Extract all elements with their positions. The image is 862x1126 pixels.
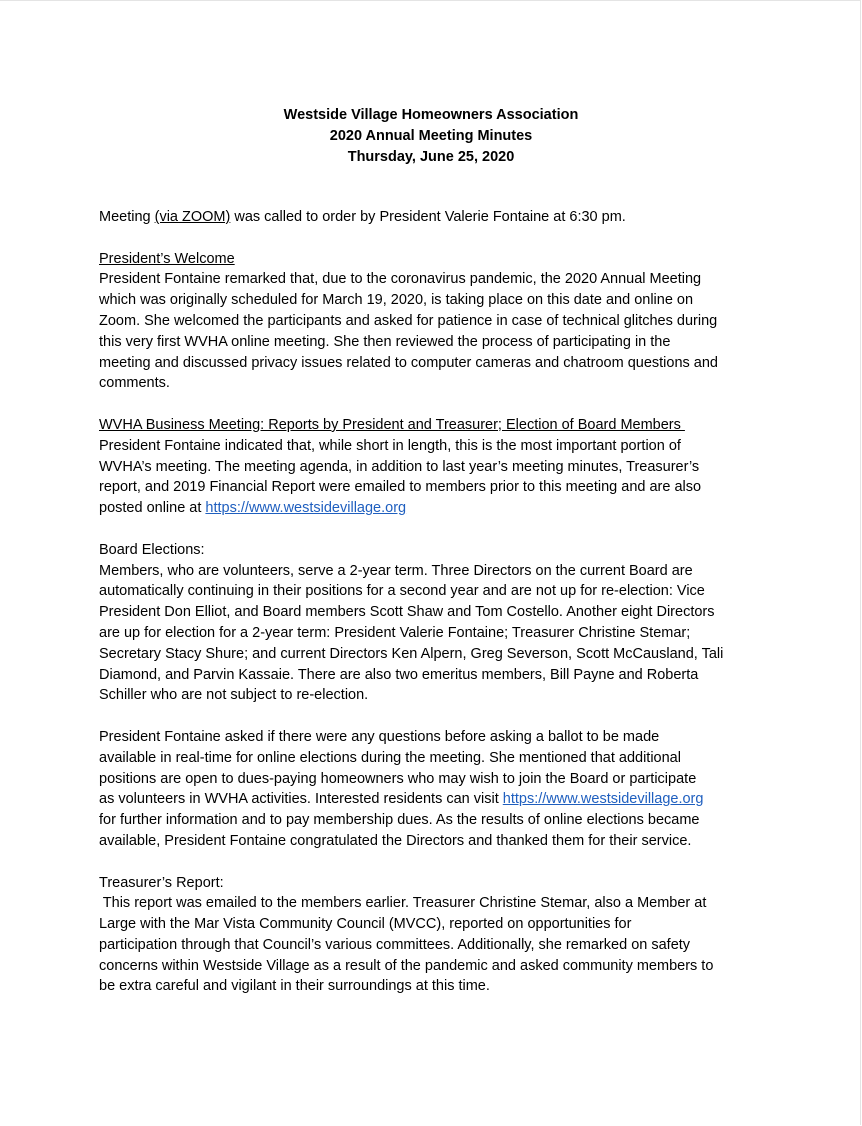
document-title: 2020 Annual Meeting Minutes xyxy=(329,128,533,144)
treasurer-line: participation through that Council’s various committees. Additionally, she remarked on safety xyxy=(99,936,691,953)
treasurer-line: This report was emailed to the members earlier. Treasurer Christine Stemar, also a Member at xyxy=(99,895,707,912)
meeting-date: Thursday, June 25, 2020 xyxy=(347,149,515,165)
business-line-text: posted online at xyxy=(99,500,206,517)
treasurer-line: concerns within Westside Village as a result of the pandemic and asked community members to xyxy=(99,957,714,974)
ballot-line: for further information and to pay membership dues. As the results of online elections became xyxy=(99,812,700,829)
ballot-line: available in real-time for online elections during the meeting. She mentioned that additional xyxy=(99,749,681,766)
business-line xyxy=(99,498,771,519)
business-line: President Fontaine indicated that, while short in length, this is the most important portion of xyxy=(99,437,681,454)
ballot-line: positions are open to dues-paying homeowners who may wish to join the Board or participate xyxy=(99,770,697,787)
welcome-section xyxy=(99,249,771,395)
document-body xyxy=(99,207,771,1018)
welcome-line: comments. xyxy=(99,375,170,392)
welcome-line: which was originally scheduled for March 19, 2020, is taking place on this date and online on xyxy=(99,292,694,309)
elections-heading: Board Elections: xyxy=(99,541,205,558)
elections-line: Secretary Stacy Shure; and current Directors Ken Alpern, Greg Severson, Scott McCausland, Tali xyxy=(99,645,724,662)
elections-line: automatically continuing in their positions for a second year and are not up for re-election: Vice xyxy=(99,583,705,600)
ballot-line xyxy=(99,789,771,810)
treasurer-section xyxy=(99,873,771,998)
treasurer-heading: Treasurer’s Report: xyxy=(99,874,224,891)
treasurer-line: be extra careful and vigilant in their surroundings at this time. xyxy=(99,978,490,995)
opening-paragraph xyxy=(99,207,771,228)
business-line: WVHA’s meeting. The meeting agenda, in addition to last year’s meeting minutes, Treasurer’s xyxy=(99,458,700,475)
opening-text-start: Meeting xyxy=(99,209,155,225)
welcome-line: Zoom. She welcomed the participants and asked for patience in case of technical glitches during xyxy=(99,312,718,329)
website-link[interactable]: https://www.westsidevillage.org xyxy=(502,791,704,808)
ballot-line: available, President Fontaine congratulated the Directors and thanked them for their service. xyxy=(99,832,692,849)
ballot-line: President Fontaine asked if there were any questions before asking a ballot to be made xyxy=(99,728,660,745)
via-zoom-text: (via ZOOM) xyxy=(154,209,231,225)
business-heading: WVHA Business Meeting: Reports by President and Treasurer; Election of Board Members xyxy=(99,416,685,433)
treasurer-line: Large with the Mar Vista Community Council (MVCC), reported on opportunities for xyxy=(99,916,632,933)
organization-name: Westside Village Homeowners Association xyxy=(283,107,579,123)
welcome-line: President Fontaine remarked that, due to the coronavirus pandemic, the 2020 Annual Meeting xyxy=(99,271,702,288)
document-header xyxy=(0,105,862,168)
ballot-section xyxy=(99,727,771,852)
ballot-line-text: as volunteers in WVHA activities. Interested residents can visit xyxy=(99,791,503,808)
opening-text-end: was called to order by President Valerie Fontaine at 6:30 pm. xyxy=(230,209,626,225)
elections-line: Schiller who are not subject to re-election. xyxy=(99,687,369,704)
business-section xyxy=(99,415,771,519)
elections-section xyxy=(99,540,771,706)
welcome-line: this very first WVHA online meeting. She then reviewed the process of participating in the xyxy=(99,333,671,350)
elections-line: are up for election for a 2-year term: President Valerie Fontaine; Treasurer Christine Stemar; xyxy=(99,624,691,641)
elections-line: Diamond, and Parvin Kassaie. There are also two emeritus members, Bill Payne and Roberta xyxy=(99,666,699,683)
elections-line: President Don Elliot, and Board members Scott Shaw and Tom Costello. Another eight Directors xyxy=(99,604,715,621)
business-line: report, and 2019 Financial Report were emailed to members prior to this meeting and are also xyxy=(99,479,702,496)
elections-line: Members, who are volunteers, serve a 2-year term. Three Directors on the current Board are xyxy=(99,562,693,579)
welcome-line: meeting and discussed privacy issues related to computer cameras and chatroom questions and xyxy=(99,354,718,371)
welcome-heading: President’s Welcome xyxy=(99,250,235,267)
website-link[interactable]: https://www.westsidevillage.org xyxy=(205,500,407,517)
